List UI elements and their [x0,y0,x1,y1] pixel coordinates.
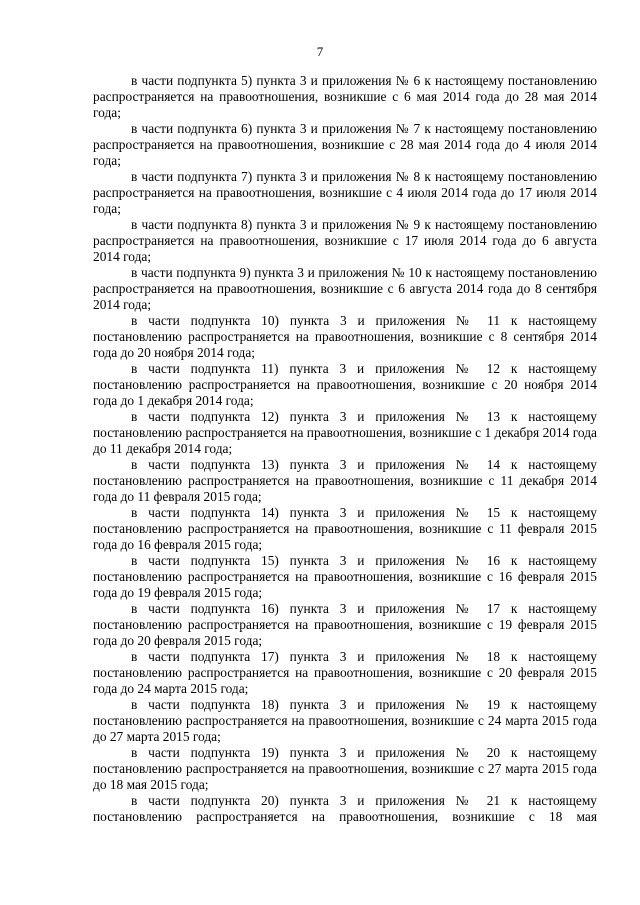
paragraph: в части подпункта 16) пункта 3 и приложения № 17 к настоящему постановлению распространяется на правоотношения, возникшие с 19 февраля 2015 года до 20 февраля 2015 года; [93,601,597,648]
paragraph: в части подпункта 7) пункта 3 и приложения № 8 к настоящему постановлению распространяется на правоотношения, возникшие с 4 июля 2014 года до 17 июля 2014 года; [93,169,597,216]
paragraph: в части подпункта 19) пункта 3 и приложения № 20 к настоящему постановлению распространяется на правоотношения, возникшие с 27 марта 2015 года до 18 мая 2015 года; [93,745,597,792]
paragraph: в части подпункта 14) пункта 3 и приложения № 15 к настоящему постановлению распространяется на правоотношения, возникшие с 11 февраля 2015 года до 16 февраля 2015 года; [93,505,597,552]
paragraph: в части подпункта 20) пункта 3 и приложения № 21 к настоящему постановлению распространяется на правоотношения, возникшие с 18 мая [93,793,597,824]
paragraph: в части подпункта 12) пункта 3 и приложения № 13 к настоящему постановлению распространяется на правоотношения, возникшие с 1 декабря 2014 года до 11 декабря 2014 года; [93,409,597,456]
paragraph: в части подпункта 9) пункта 3 и приложения № 10 к настоящему постановлению распространяется на правоотношения, возникшие с 6 августа 2014 года до 8 сентября 2014 года; [93,265,597,312]
paragraph: в части подпункта 8) пункта 3 и приложения № 9 к настоящему постановлению распространяется на правоотношения, возникшие с 17 июля 2014 года до 6 августа 2014 года; [93,217,597,264]
paragraph: в части подпункта 17) пункта 3 и приложения № 18 к настоящему постановлению распространяется на правоотношения, возникшие с 20 февраля 2015 года до 24 марта 2015 года; [93,649,597,696]
paragraph: в части подпункта 18) пункта 3 и приложения № 19 к настоящему постановлению распространяется на правоотношения, возникшие с 24 марта 2015 года до 27 марта 2015 года; [93,697,597,744]
paragraph: в части подпункта 5) пункта 3 и приложения № 6 к настоящему постановлению распространяется на правоотношения, возникшие с 6 мая 2014 года до 28 мая 2014 года; [93,73,597,120]
paragraph: в части подпункта 6) пункта 3 и приложения № 7 к настоящему постановлению распространяется на правоотношения, возникшие с 28 мая 2014 года до 4 июля 2014 года; [93,121,597,168]
paragraph: в части подпункта 13) пункта 3 и приложения № 14 к настоящему постановлению распространяется на правоотношения, возникшие с 11 декабря 2014 года до 11 февраля 2015 года; [93,457,597,504]
document-body [93,73,597,825]
page-number: 7 [316,44,324,59]
paragraph: в части подпункта 10) пункта 3 и приложения № 11 к настоящему постановлению распространяется на правоотношения, возникшие с 8 сентября 2014 года до 20 ноября 2014 года; [93,313,597,360]
paragraph: в части подпункта 11) пункта 3 и приложения № 12 к настоящему постановлению распространяется на правоотношения, возникшие с 20 ноября 2014 года до 1 декабря 2014 года; [93,361,597,408]
paragraph: в части подпункта 15) пункта 3 и приложения № 16 к настоящему постановлению распространяется на правоотношения, возникшие с 16 февраля 2015 года до 19 февраля 2015 года; [93,553,597,600]
